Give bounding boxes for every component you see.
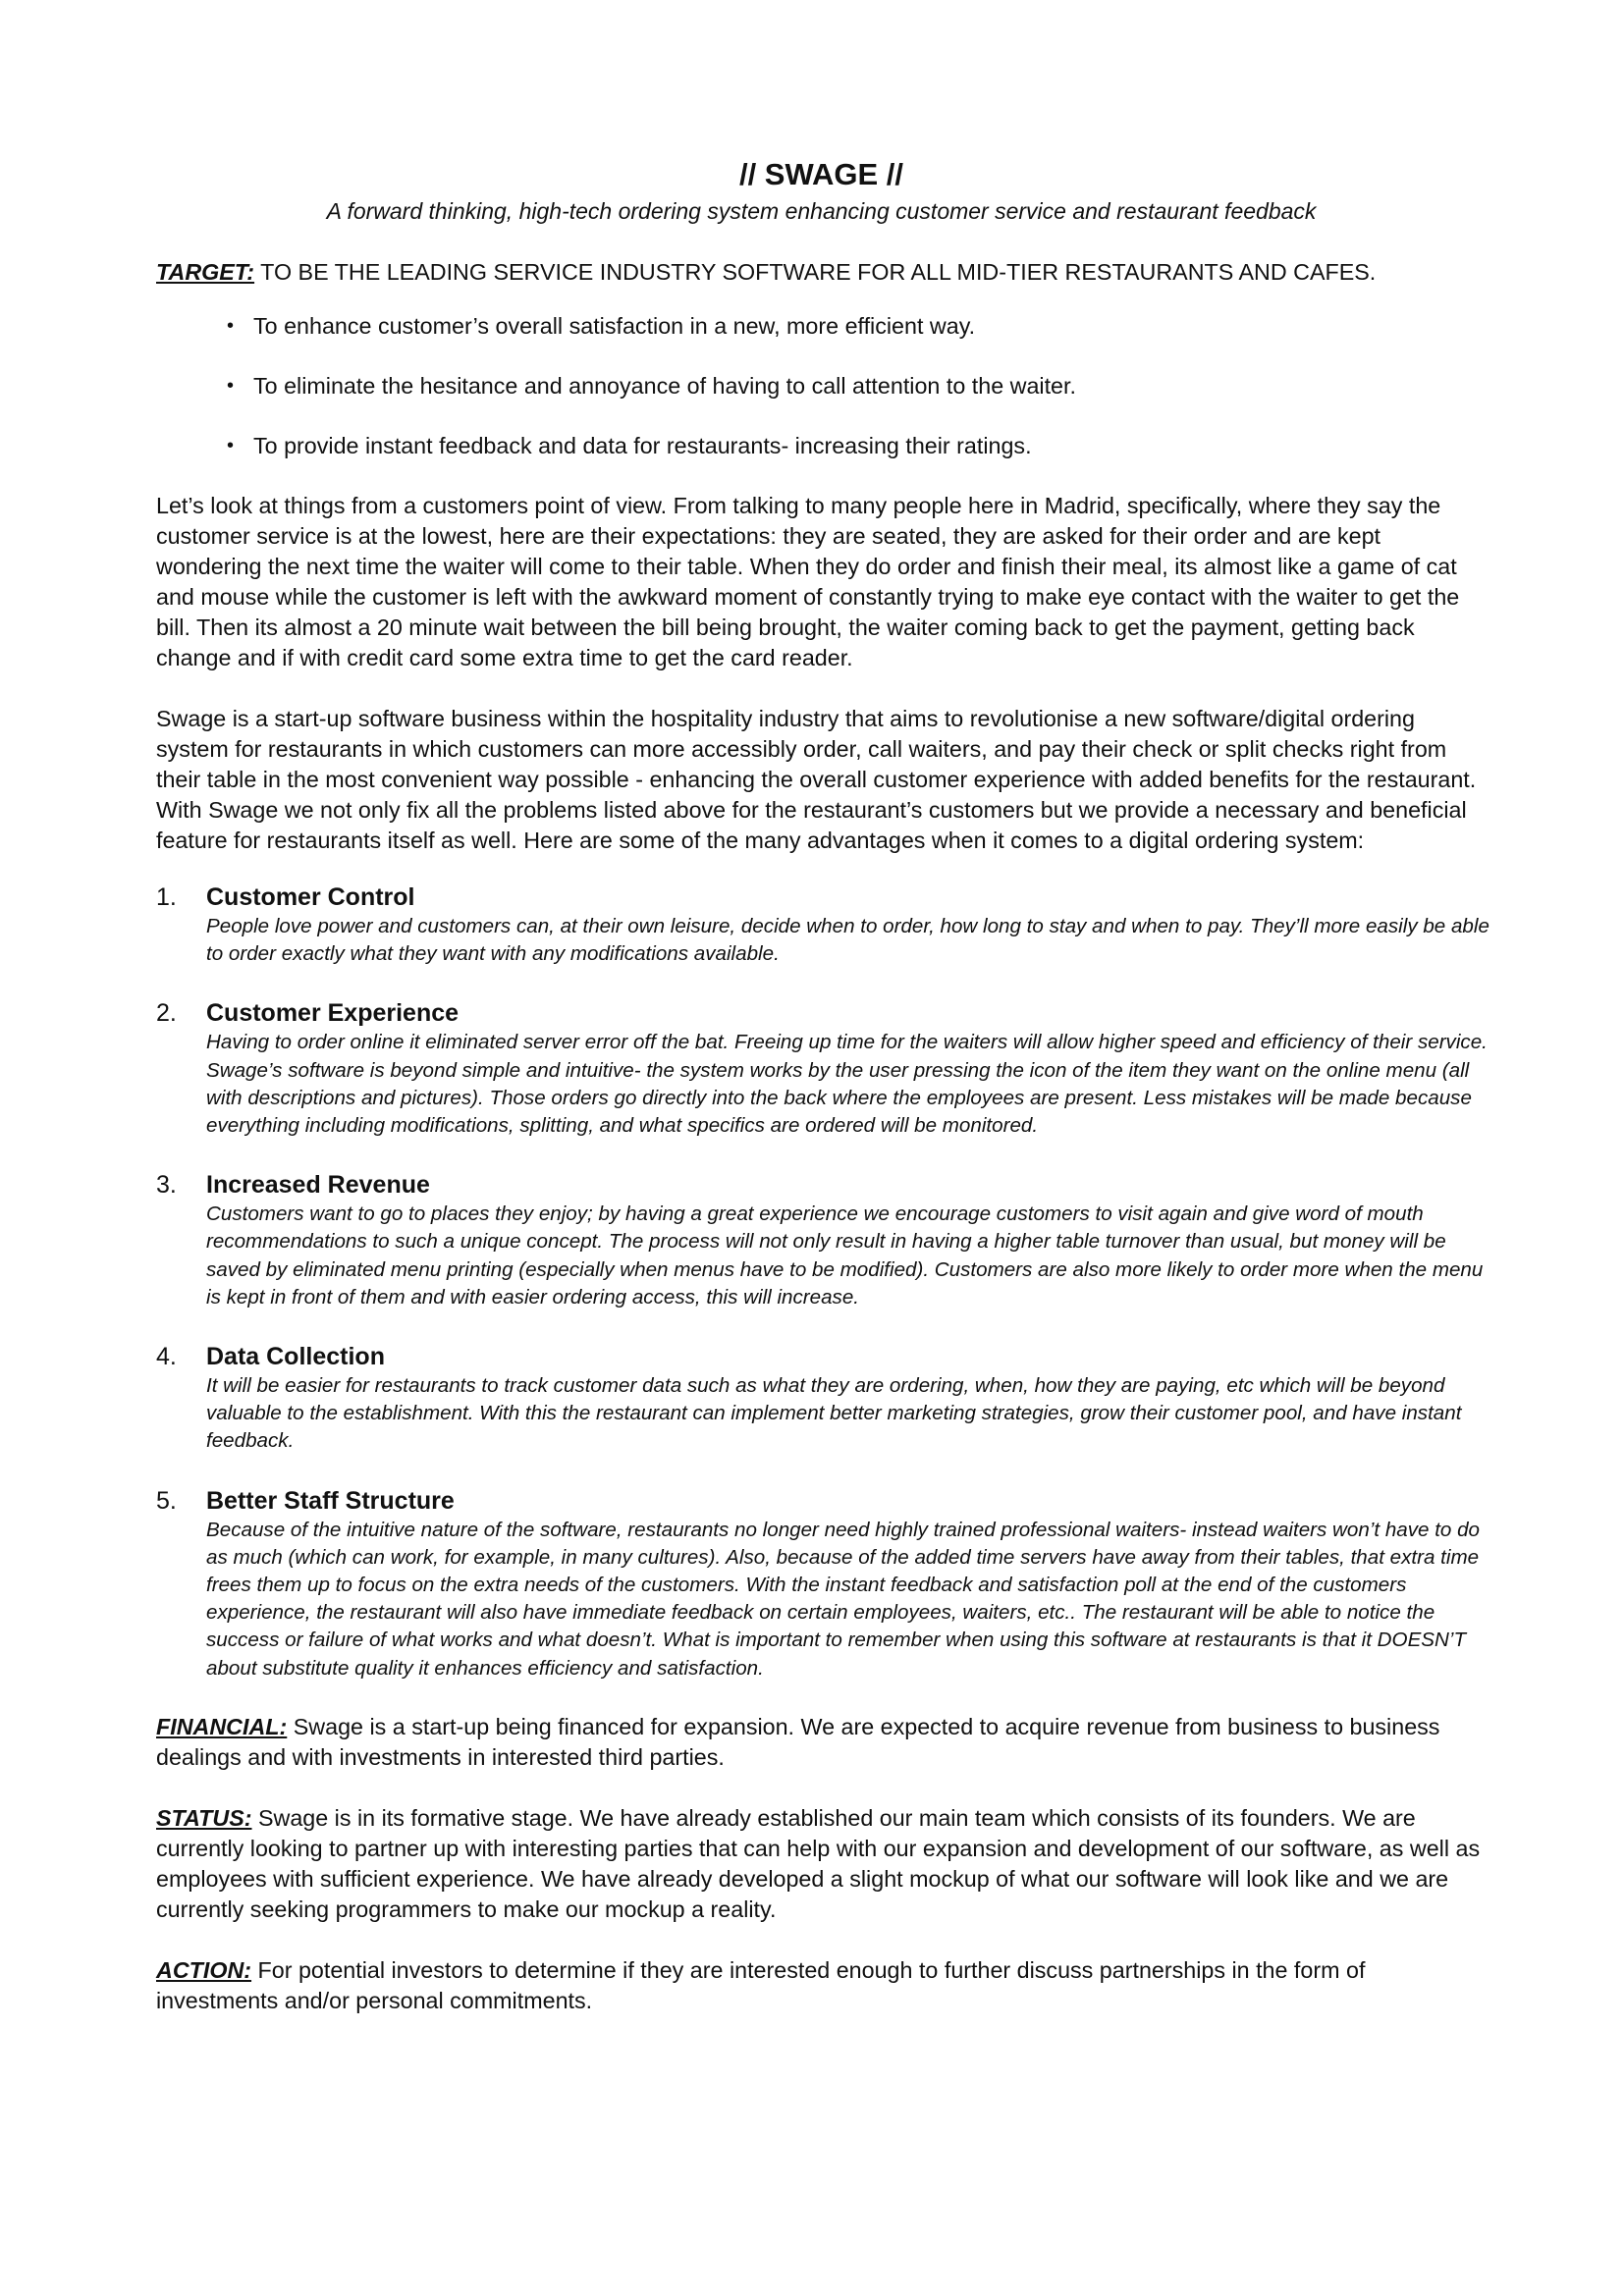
advantage-title: Better Staff Structure [206, 1486, 455, 1515]
status-text: Swage is in its formative stage. We have already established our main team which consists of its founders. We are currently looking to partner up with interesting parties that can help with our expansion and development of our software, as well as employees with sufficient experience. We have already developed a slight mockup of what our software will look like and we are currently seeking programmers to make our mockup a reality. [156, 1804, 1481, 1922]
document-subtitle: A forward thinking, high-tech ordering system enhancing customer service and restaurant feedback [326, 198, 1317, 224]
advantage-title: Customer Experience [206, 999, 460, 1028]
bullet-icon: • [227, 435, 235, 456]
advantage-item [156, 997, 1487, 1140]
advantage-number: 4. [156, 1343, 177, 1371]
advantage-number: 2. [156, 999, 177, 1028]
advantage-item [156, 1485, 1487, 1682]
list-item: • To enhance customer’s overall satisfaction in a new, more efficient way. [227, 311, 1487, 342]
target-section [156, 257, 1487, 288]
financial-text: Swage is a start-up being financed for expansion. We are expected to acquire revenue from business to business dealings and with investments in interested third parties. [156, 1713, 1440, 1770]
action-section [156, 1955, 1487, 2016]
action-label: ACTION: [156, 1956, 252, 1983]
advantage-title: Customer Control [206, 883, 415, 911]
advantages-list [156, 881, 1487, 1682]
action-text: For potential investors to determine if they are interested enough to further discuss partnerships in the form of investments and/or personal commitments. [156, 1956, 1366, 2013]
bullet-icon: • [227, 375, 235, 397]
advantage-item [156, 881, 1487, 968]
advantage-body: It will be easier for restaurants to track customer data such as what they are ordering, when, how they are paying, etc which will be beyond valuable to the establishment. With this the restaurant can implement better marketing strategies, grow their customer pool, and have instant feedback. [206, 1374, 1462, 1453]
advantage-item [156, 1341, 1487, 1456]
description-paragraph: Swage is a start-up software business within the hospitality industry that aims to revolutionise a new software/digital ordering system for restaurants in which customers can more accessibly order, call waiters, and pay their check or split checks right from their table in the most convenient way possible - enhancing the overall customer experience with added benefits for the restaurant. With Swage we not only fix all the problems listed above for the restaurant’s customers but we provide a necessary and beneficial feature for restaurants itself as well. Here are some of the many advantages when it comes to a digital ordering system: [156, 706, 1477, 853]
financial-section [156, 1712, 1487, 1773]
advantage-title: Increased Revenue [206, 1171, 430, 1200]
goals-list [156, 311, 1487, 461]
advantage-body: Because of the intuitive nature of the software, restaurants no longer need highly trained professional waiters- instead waiters won’t have to do as much (which can work, for example, in many cultures). Also, because of the added time servers have away from their tables, that extra time frees them up to focus on the extra needs of the customers. With the instant feedback and satisfaction poll at the end of the customers experience, the restaurant will also have immediate feedback on certain employees, waiters, etc.. The restaurant will be able to notice the success or failure of what works and what doesn’t. What is important to remember when using this software at restaurants is that it DOESN’T about substitute quality it enhances efficiency and satisfaction. [206, 1518, 1481, 1680]
target-label: TARGET: [156, 259, 255, 285]
list-item: • To eliminate the hesitance and annoyance of having to call attention to the waiter. [227, 371, 1487, 401]
advantage-number: 5. [156, 1486, 177, 1515]
target-text: TO BE THE LEADING SERVICE INDUSTRY SOFTWARE FOR ALL MID-TIER RESTAURANTS AND CAFES. [254, 259, 1377, 285]
intro-paragraph: Let’s look at things from a customers point of view. From talking to many people here in Madrid, specifically, where they say the customer service is at the lowest, here are their expectations: they are seated, they are asked for their order and are kept wondering the next time the waiter will come to their table. When they do order and finish their meal, its almost like a game of cat and mouse while the customer is left with the awkward moment of constantly trying to make eye contact with the waiter to get the bill. Then its almost a 20 minute wait between the bill being brought, the waiter coming back to get the payment, getting back change and if with credit card some extra time to get the card reader. [156, 493, 1460, 670]
advantage-number: 3. [156, 1171, 177, 1200]
advantage-title: Data Collection [206, 1343, 385, 1371]
advantage-number: 1. [156, 883, 177, 911]
status-label: STATUS: [156, 1804, 252, 1831]
document-title: // SWAGE // [738, 157, 904, 191]
status-section [156, 1803, 1487, 1925]
advantage-item [156, 1169, 1487, 1311]
bullet-icon: • [227, 315, 235, 337]
advantage-body: Having to order online it eliminated server error off the bat. Freeing up time for the waiters will allow higher speed and efficiency of their service. Swage’s software is beyond simple and intuitive- the system works by the user pressing the icon of the item they want on the online menu (all with descriptions and pictures). Those orders go directly into the back where the employees are present. Less mistakes will be made because everything including modifications, splitting, and what specifics are ordered will be monitored. [206, 1031, 1488, 1138]
document-page [156, 155, 1487, 2016]
financial-label: FINANCIAL: [156, 1713, 288, 1739]
advantage-body: Customers want to go to places they enjoy; by having a great experience we encourage customers to visit again and give word of mouth recommendations to such a unique concept. The process will not only result in having a higher table turnover than usual, but money will be saved by eliminated menu printing (especially when menus have to be modified). Customers are also more likely to order more when the menu is kept in front of them and with easier ordering access, this will increase. [206, 1202, 1484, 1308]
advantage-body: People love power and customers can, at their own leisure, decide when to order, how long to stay and when to pay. They’ll more easily be able to order exactly what they want with any modifications available. [206, 915, 1489, 966]
list-item: • To provide instant feedback and data for restaurants- increasing their ratings. [227, 431, 1487, 461]
